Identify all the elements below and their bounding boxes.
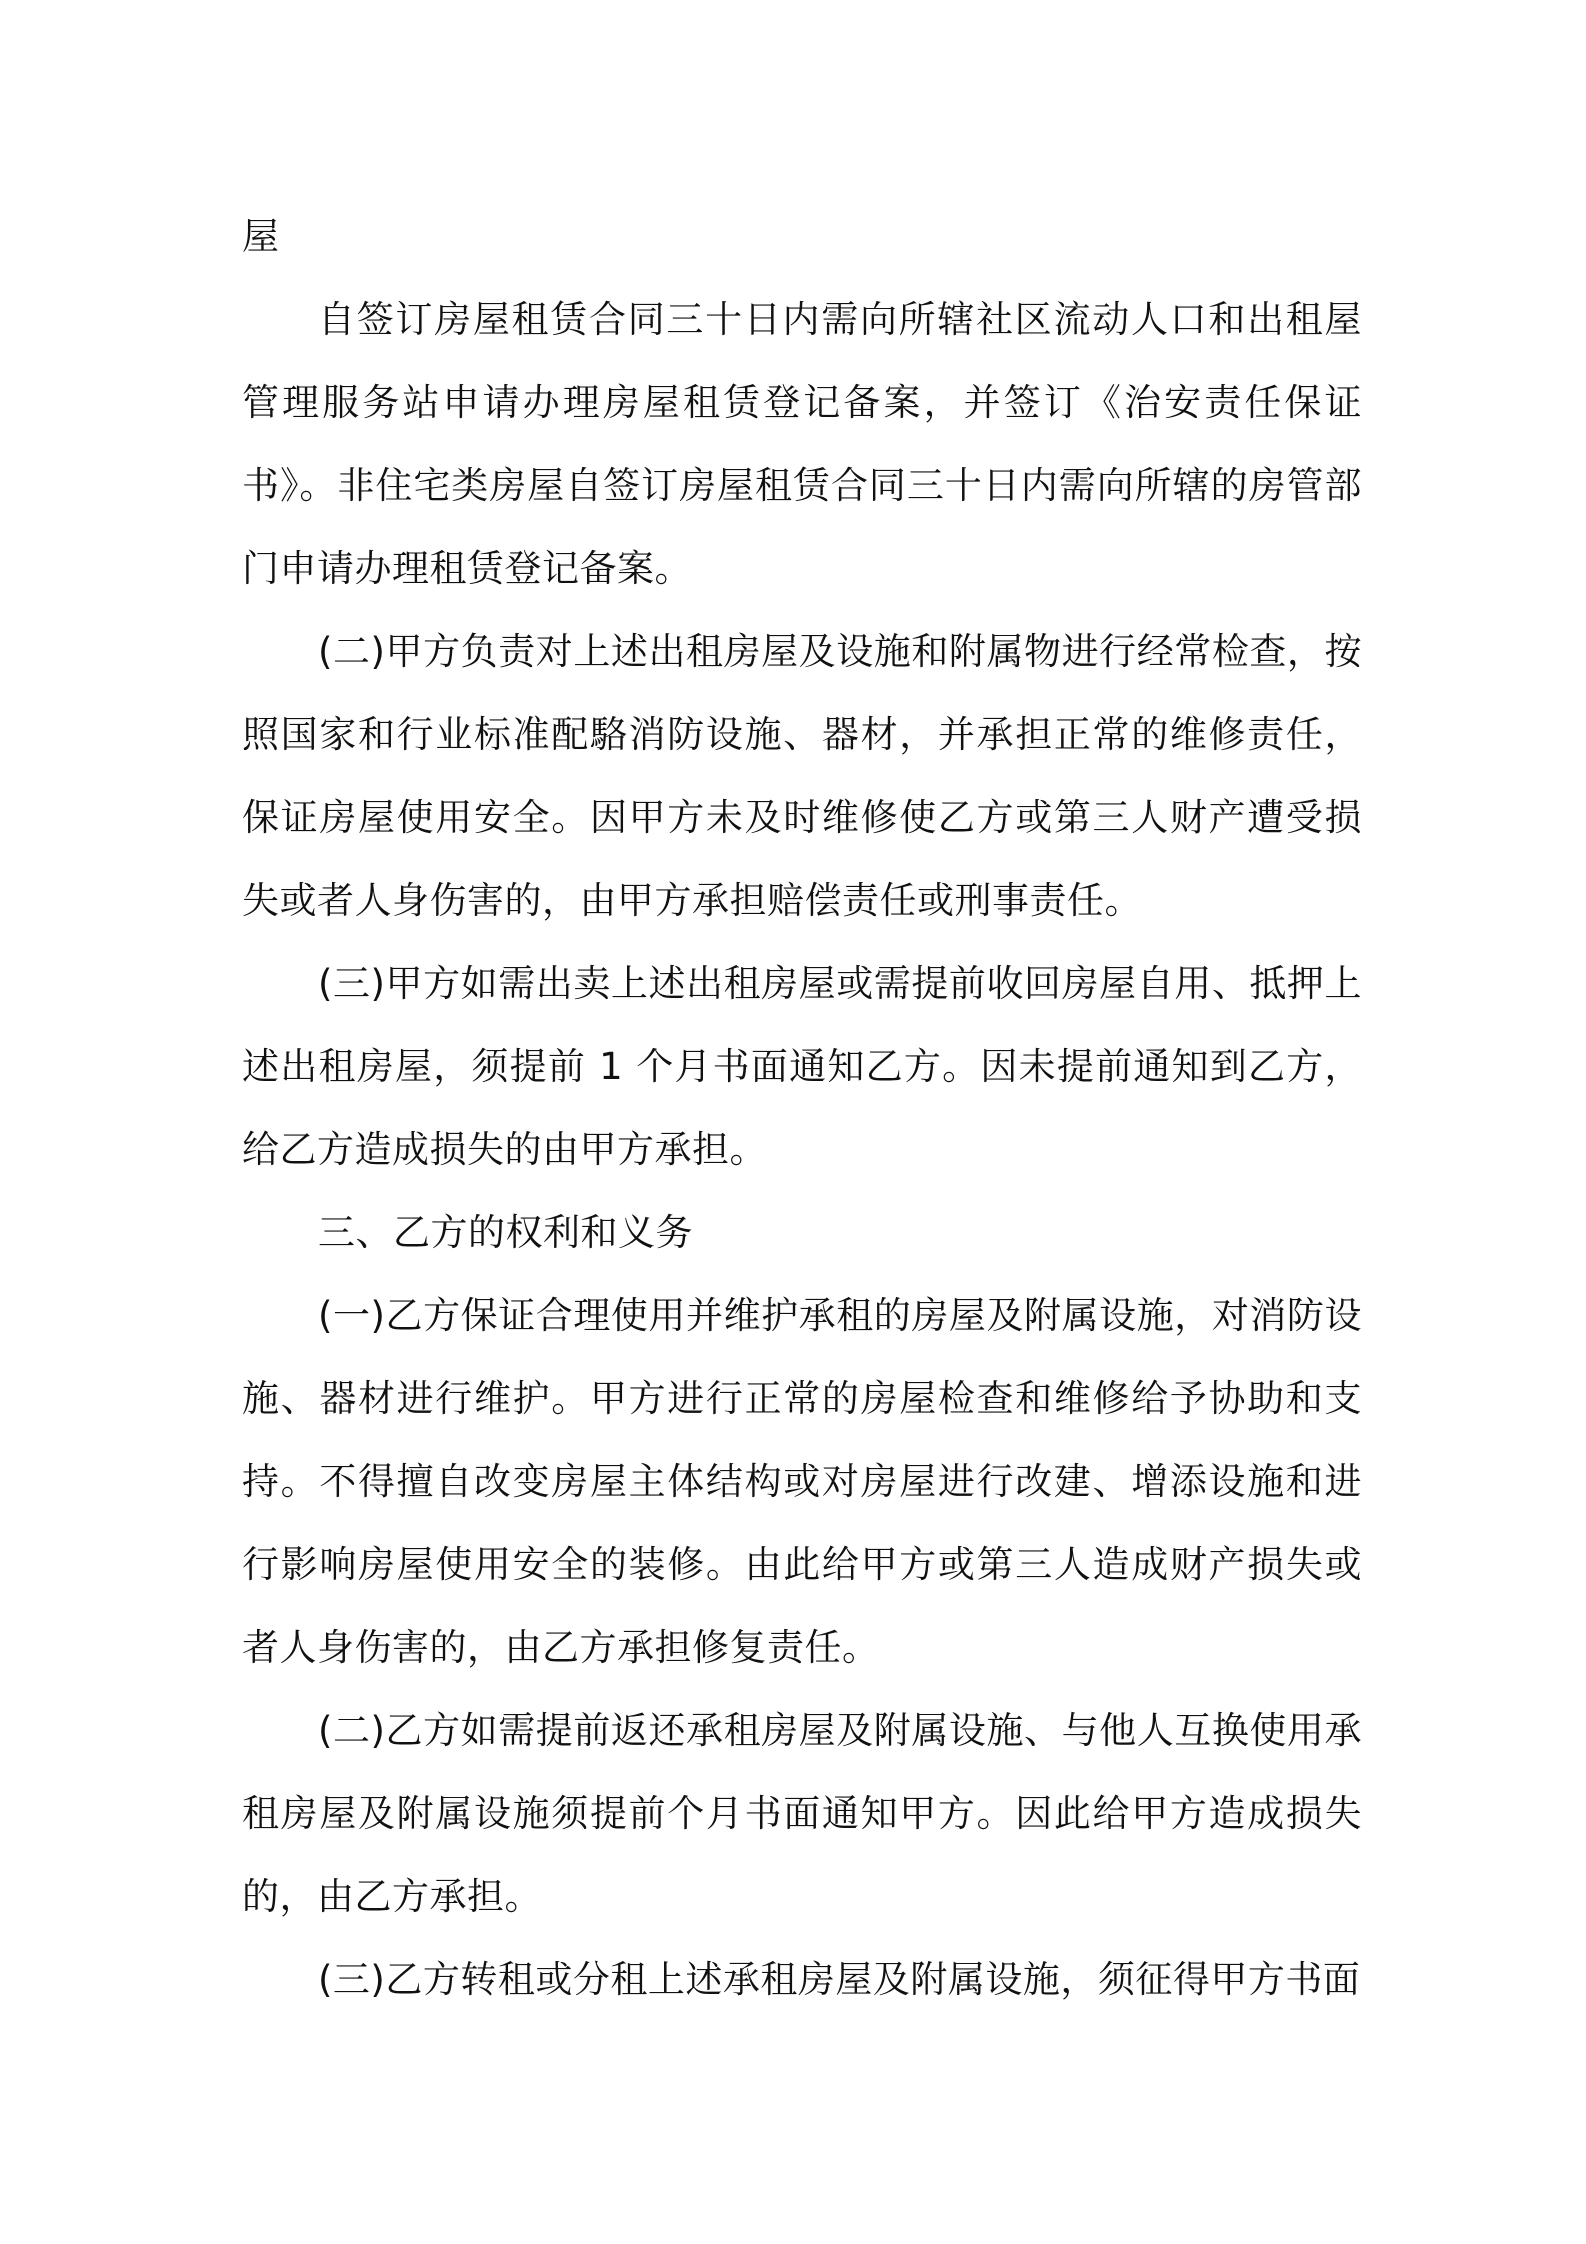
paragraph-party-b-sublease: (三)乙方转租或分租上述承租房屋及附属设施，须征得甲方书面 (318, 1958, 1361, 2001)
paragraph-party-b-early-return: (二)乙方如需提前返还承租房屋及附属设施、与他人互换使用承租房屋及附属设施须提前个月书面通知甲方。因此给甲方造成损失的，由乙方承担。 (242, 1709, 1362, 1918)
paragraph-continuation: 屋 (242, 215, 280, 258)
paragraph-registration: 自签订房屋租赁合同三十日内需向所辖社区流动人口和出租屋管理服务站申请办理房屋租赁登记备案，并签订《治安责任保证书》。非住宅类房屋自签订房屋租赁合同三十日内需向所辖的房管部门申请办理租赁登记备案。 (242, 298, 1362, 590)
section-heading-party-b: 三、乙方的权利和义务 (318, 1211, 693, 1254)
paragraph-party-a-inspection: (二)甲方负责对上述出租房屋及设施和附属物进行经常检查，按照国家和行业标准配駱消防设施、器材，并承担正常的维修责任，保证房屋使用安全。因甲方未及时维修使乙方或第三人财产遭受损失或者人身伤害的，由甲方承担赔偿责任或刑事责任。 (242, 630, 1362, 922)
paragraph-party-b-maintenance: (一)乙方保证合理使用并维护承租的房屋及附属设施，对消防设施、器材进行维护。甲方进行正常的房屋检查和维修给予协助和支持。不得擅自改变房屋主体结构或对房屋进行改建、增添设施和进行影响房屋使用安全的装修。由此给甲方或第三人造成财产损失或者人身伤害的，由乙方承担修复责任。 (242, 1294, 1362, 1669)
document-body (242, 195, 1362, 2021)
paragraph-party-a-sale-notice: (三)甲方如需出卖上述出租房屋或需提前收回房屋自用、抵押上述出租房屋，须提前 1 个月书面通知乙方。因未提前通知到乙方，给乙方造成损失的由甲方承担。 (242, 962, 1362, 1171)
